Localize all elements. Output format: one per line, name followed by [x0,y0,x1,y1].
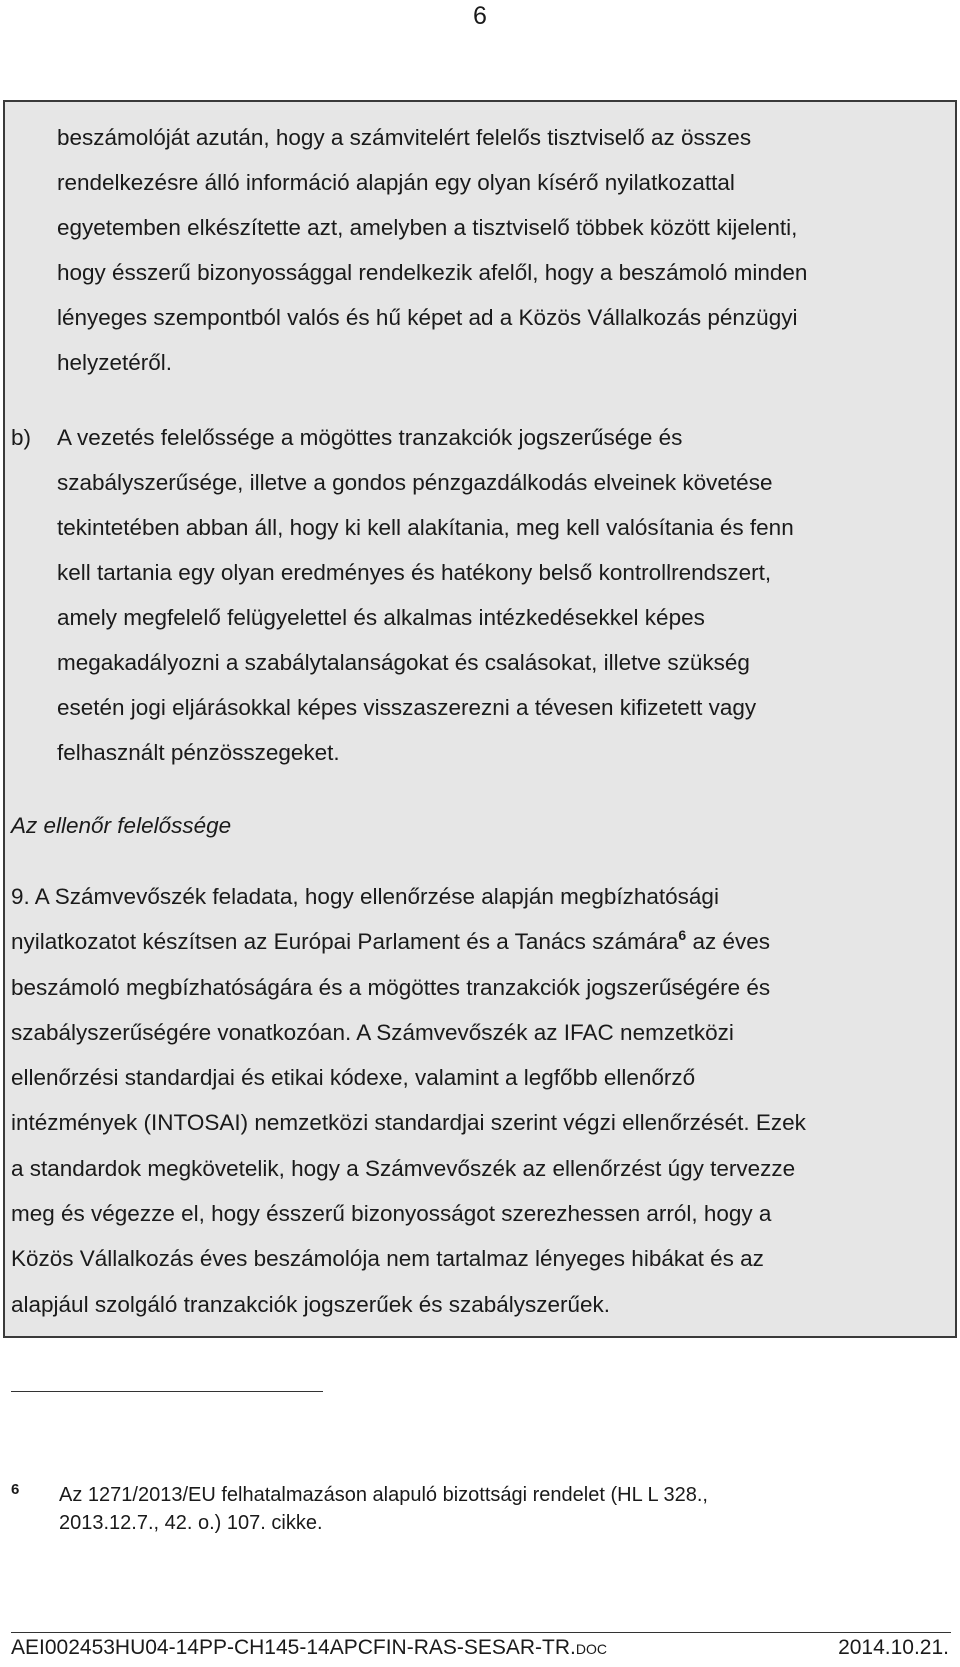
paragraph-line: megakadályozni a szabálytalanságokat és csalásokat, illetve szükség [57,650,750,675]
paragraph-line: lényeges szempontból valós és hű képet ad a Közös Vállalkozás pénzügyi [57,305,798,330]
paragraph-line: egyetemben elkészítette azt, amelyben a tisztviselő többek között kijelenti, [57,215,798,240]
paragraph-line: felhasznált pénzösszegeket. [57,740,340,765]
paragraph-line: kell tartania egy olyan eredményes és hatékony belső kontrollrendszert, [57,560,772,585]
footnote-line: Az 1271/2013/EU felhatalmazáson alapuló bizottsági rendelet (HL L 328., [59,1484,708,1506]
paragraph-line: tekintetében abban áll, hogy ki kell alakítania, meg kell valósítania és fenn [57,515,794,540]
footnote-line: 2013.12.7., 42. o.) 107. cikke. [59,1512,323,1534]
paragraph-line: 9. A Számvevőszék feladata, hogy ellenőrzése alapján megbízhatósági [11,884,719,909]
paragraph-line: esetén jogi eljárásokkal képes visszaszerezni a tévesen kifizetett vagy [57,695,757,720]
paragraph-line: beszámoló megbízhatóságára és a mögöttes tranzakciók jogszerűségére és [11,974,771,1000]
paragraph-line: beszámolóját azután, hogy a számvitelért felelős tisztviselő az összes [57,125,752,150]
footnote-separator [11,1391,323,1392]
continued-paragraph [57,115,807,385]
paragraph-line: amely megfelelő felügyelettel és alkalmas intézkedésekkel képes [57,605,705,630]
paragraph-line-part: nyilatkozatot készítsen az Európai Parlament és a Tanács számára [11,929,679,955]
footnote-reference[interactable]: 6 [678,927,687,944]
paragraph-line: hogy ésszerű bizonyossággal rendelkezik afelől, hogy a beszámoló minden [57,260,808,285]
paragraph-line: meg és végezze el, hogy ésszerű bizonyosságot szerezhessen arról, hogy a [11,1201,772,1227]
paragraph-line: Közös Vállalkozás éves beszámolója nem tartalmaz lényeges hibákat és az [11,1246,764,1272]
paragraph-line: szabályszerűsége, illetve a gondos pénzgazdálkodás elveinek követése [57,470,773,495]
paragraph-line: helyzetéről. [57,350,173,375]
paragraph-line: a standardok megkövetelik, hogy a Számvevőszék az ellenőrzést úgy tervezze [11,1155,796,1181]
section-heading: Az ellenőr felelőssége [11,813,232,838]
paragraph-line [11,919,806,964]
list-item-b-text [57,415,794,775]
footer-separator [11,1632,951,1633]
paragraph-line: rendelkezésre álló információ alapján egy olyan kísérő nyilatkozattal [57,170,735,195]
footer-date: 2014.10.21. [838,1636,949,1659]
footer-document-code [11,1636,607,1660]
paragraph-line: intézmények (INTOSAI) nemzetközi standardjai szerint végzi ellenőrzését. Ezek [11,1110,806,1136]
paragraph-9 [11,874,806,1327]
list-item-label-b: b) [11,425,32,450]
footnote-text [59,1481,708,1537]
footnote-marker: 6 [11,1481,20,1498]
doc-code: AEI002453HU04-14PP-CH145-14APCFIN-RAS-SESAR-TR. [11,1636,576,1659]
paragraph-line-part: az éves [686,929,771,955]
paragraph-line: ellenőrzési standardjai és etikai kódexe, valamint a legfőbb ellenőrző [11,1065,696,1091]
paragraph-line: A vezetés felelőssége a mögöttes tranzakciók jogszerűsége és [57,425,683,450]
page-number: 6 [473,2,487,30]
paragraph-line: szabályszerűségére vonatkozóan. A Számvevőszék az IFAC nemzetközi [11,1019,734,1045]
paragraph-line: alapjául szolgáló tranzakciók jogszerűek és szabályszerűek. [11,1291,611,1317]
doc-extension: DOC [575,1641,608,1657]
